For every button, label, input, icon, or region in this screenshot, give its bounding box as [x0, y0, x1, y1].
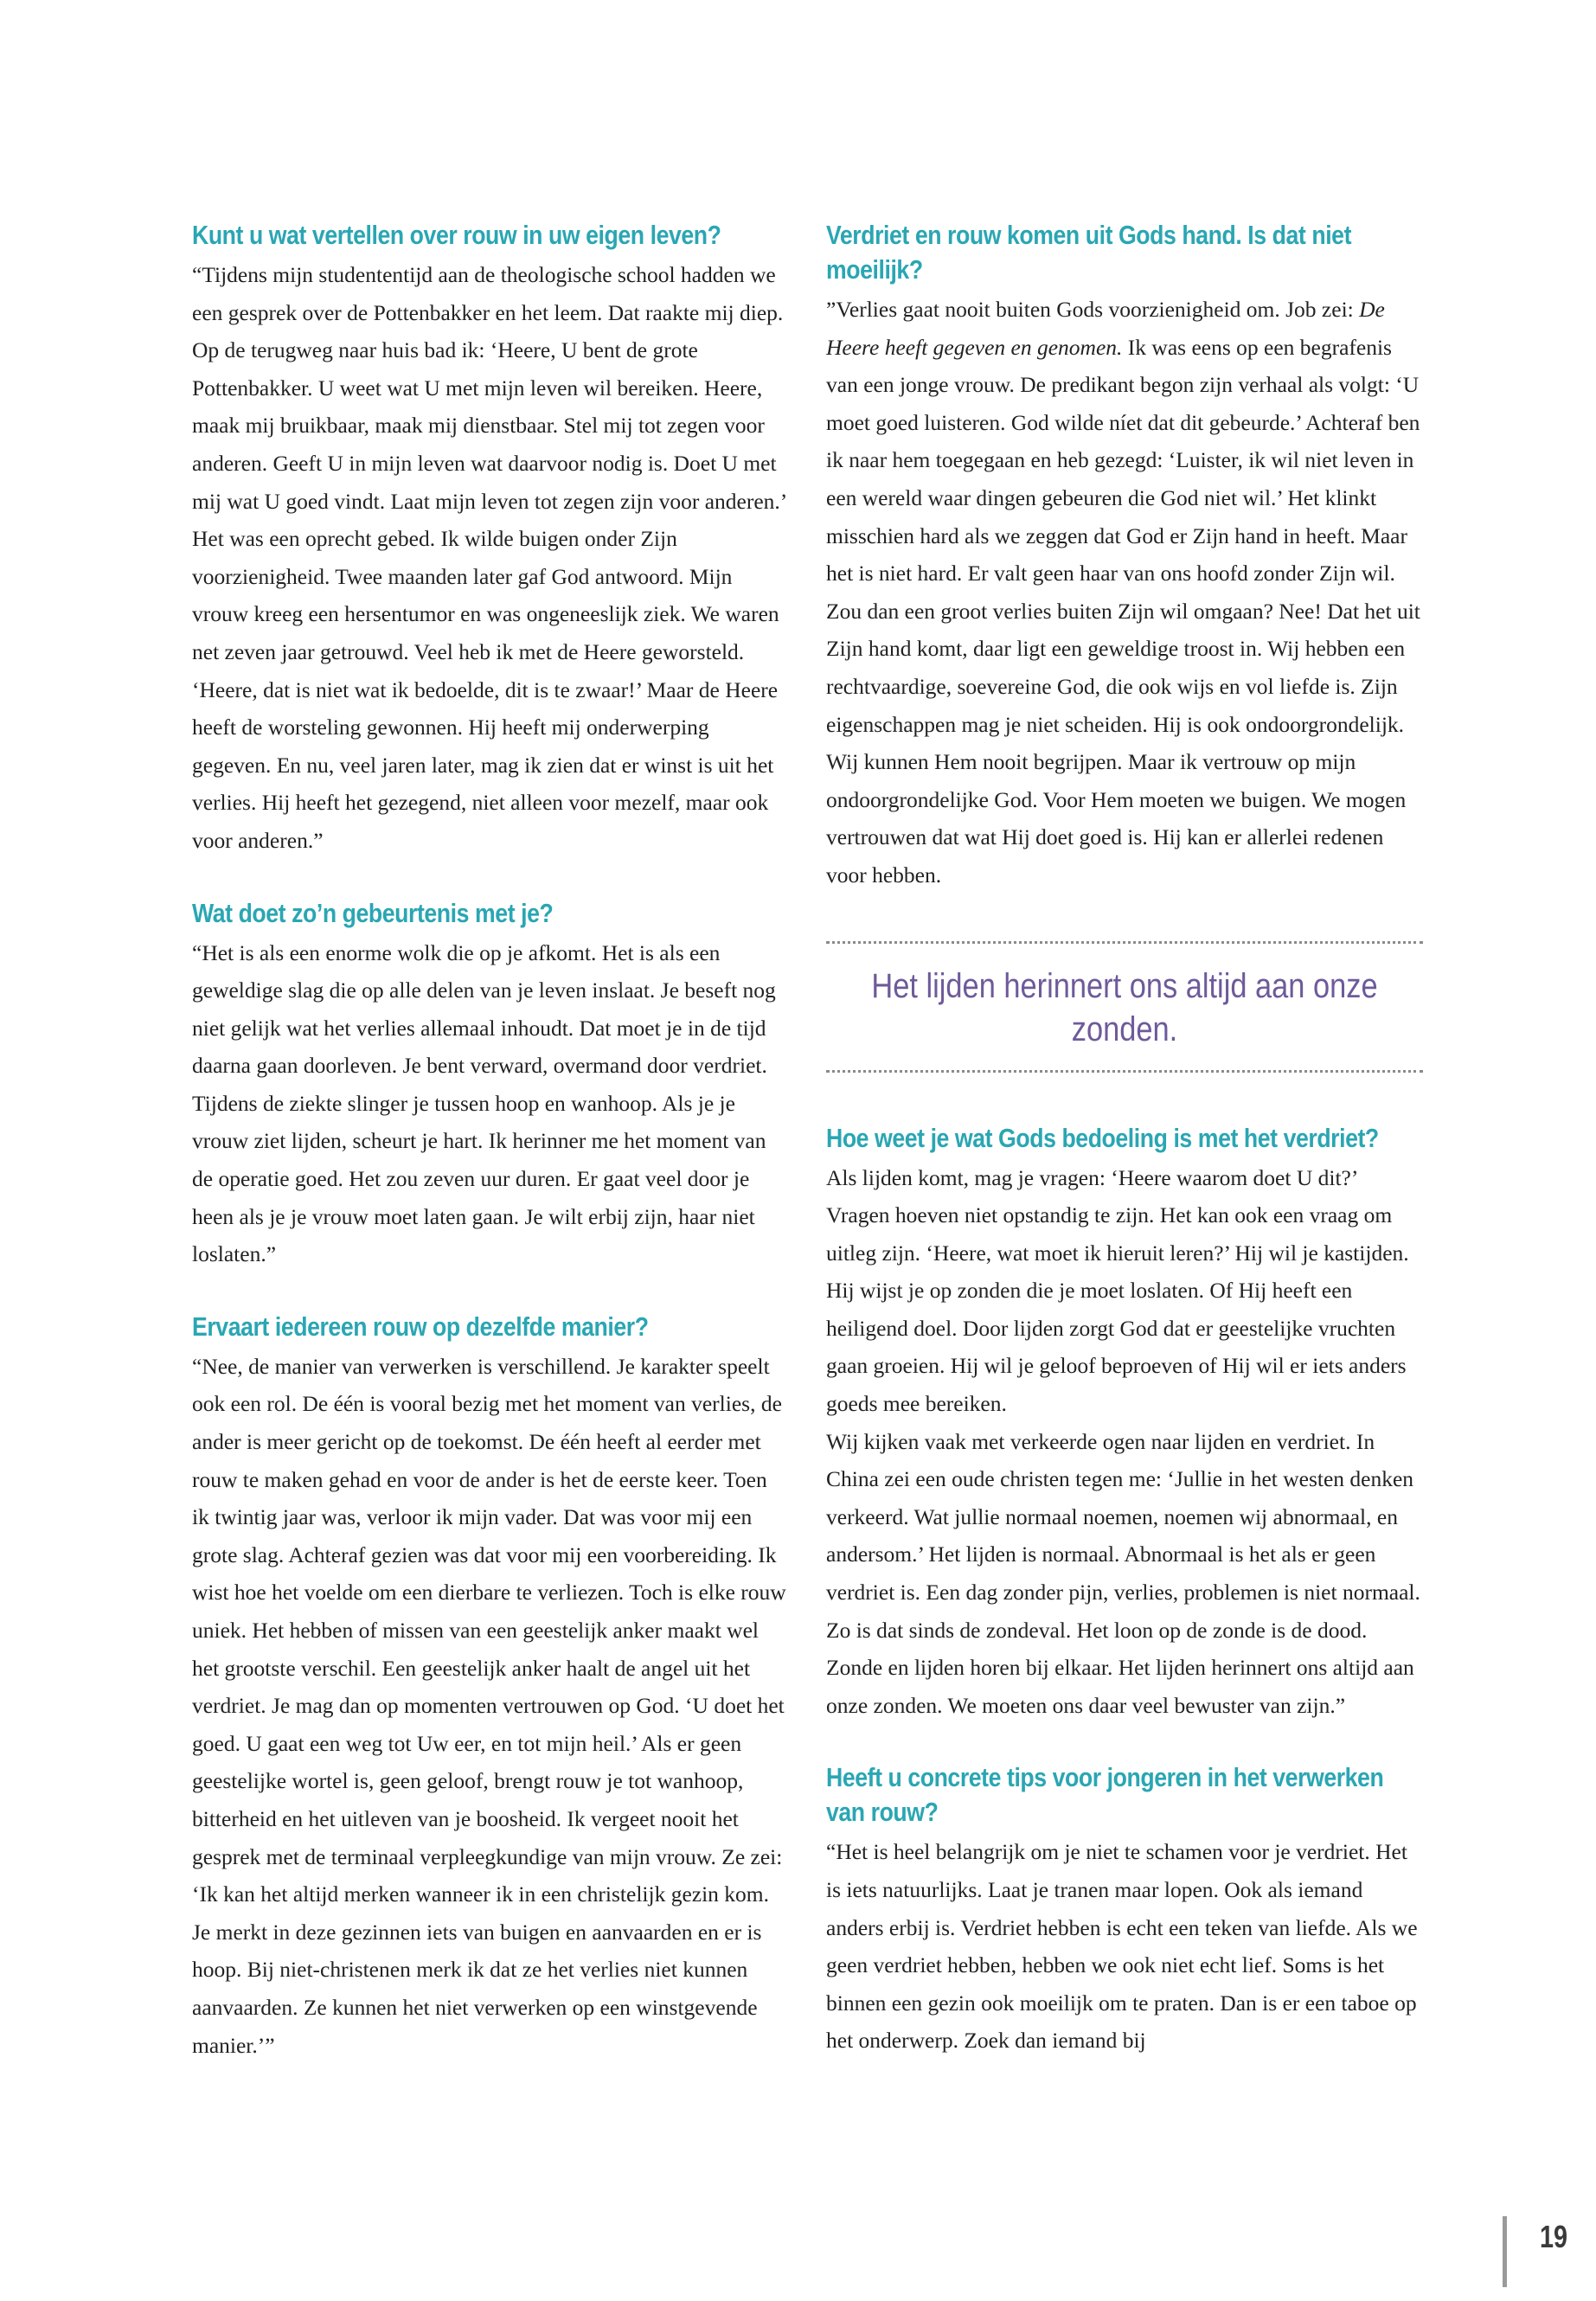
- question-heading: Hoe weet je wat Gods bedoeling is met het verdriet?: [826, 1122, 1379, 1153]
- answer-paragraph: [826, 291, 1423, 894]
- answer-paragraph: “Tijdens mijn studententijd aan de theologische school hadden we een gesprek over de Pottenbakker en het leem. Dat raakte mij diep. Op de terugweg naar huis bad ik: ‘Heere, U bent de grote Pottenbakker. U weet wat U met mijn leven wil bereiken. Heere, maak mij bruikbaar, maak mij dienstbaar. Stel mij tot zegen voor anderen. Geeft U in mijn leven wat daarvoor nodig is. Doet U met mij wat U goed vindt. Laat mijn leven tot zegen zijn voor anderen.’ Het was een oprecht gebed. Ik wilde buigen onder Zijn voorzienigheid. Twee maanden later gaf God antwoord. Mijn vrouw kreeg een hersentumor en was ongeneeslijk ziek. We waren net zeven jaar getrouwd. Veel heb ik met de Heere geworsteld. ‘Heere, dat is niet wat ik bedoelde, dit is te zwaar!’ Maar de Heere heeft de worsteling gewonnen. Hij heeft mij onderwerping gegeven. En nu, veel jaren later, mag ik zien dat er winst is uit het verlies. Hij heeft het gezegend, niet alleen voor mezelf, maar ook voor anderen.”: [192, 262, 786, 853]
- page-number-rule: [1503, 2216, 1507, 2287]
- question-heading: Kunt u wat vertellen over rouw in uw eigen leven?: [192, 220, 721, 250]
- pull-quote-box: [826, 941, 1423, 1073]
- answer-paragraph: “Nee, de manier van verwerken is verschillend. Je karakter speelt ook een rol. De één is vooral bezig met het moment van verlies, de ander is meer gericht op de toekomst. De één heeft al eerder met rouw te maken gehad en voor de ander is het de eerste keer. Toen ik twintig jaar was, verloor ik mijn vader. Dat was voor mij een grote slag. Achteraf gezien was dat voor mij een voorbereiding. Ik wist hoe het voelde om een dierbare te verliezen. Toch is elke rouw uniek. Het hebben of missen van een geestelijk anker maakt wel het grootste verschil. Een geestelijk anker haalt de angel uit het verdriet. Je mag dan op momenten vertrouwen op God. ‘U doet het goed. U gaat een weg tot Uw eer, en tot mijn heil.’ Als er geen geestelijke wortel is, geen geloof, brengt rouw je tot wanhoop, bitterheid en het uitleven van je boosheid. Ik vergeet nooit het gesprek met de terminaal verpleegkundige van mijn vrouw. Ze zei: ‘Ik kan het altijd merken wanneer ik in een christelijk gezin kom. Je merkt in deze gezinnen iets van buigen en aanvaarden en er is hoop. Bij niet-christenen merk ik dat ze het verlies niet kunnen aanvaarden. Ze kunnen het niet verwerken op een winstgevende manier.’”: [192, 1353, 786, 2058]
- answer-paragraph: Wij kijken vaak met verkeerde ogen naar lijden en verdriet. In China zei een oude christen tegen me: ‘Jullie in het westen denken verkeerd. Wat jullie normaal noemen, noemen wij abnormaal, en andersom.’ Het lijden is normaal. Abnormaal is het als er geen verdriet is. Een dag zonder pijn, verlies, problemen is niet normaal. Zo is dat sinds de zondeval. Het loon op de zonde is de dood. Zonde en lijden horen bij elkaar. Het lijden herinnert ons altijd aan onze zonden. We moeten ons daar veel bewuster van zijn.”: [826, 1428, 1420, 1718]
- question-heading: Ervaart iedereen rouw op dezelfde manier?: [192, 1311, 649, 1342]
- answer-paragraph: “Het is als een enorme wolk die op je afkomt. Het is als een geweldige slag die op alle delen van je leven inslaat. Je beseft nog niet gelijk wat het verlies allemaal inhoudt. Dat moet je in de tijd daarna gaan doorleven. Je bent verward, overmand door verdriet. Tijdens de ziekte slinger je tussen hoop en wanhoop. Als je je vrouw ziet lijden, scheurt je hart. Ik herinner me het moment van de operatie goed. Het zou zeven uur duren. Er gaat veel door je heen als je je vrouw moet laten gaan. Je wilt erbij zijn, haar niet loslaten.”: [192, 939, 776, 1267]
- right-column: [826, 218, 1423, 2060]
- page-number: 19: [1539, 2219, 1567, 2254]
- answer-paragraph: Als lijden komt, mag je vragen: ‘Heere waarom doet U dit?’ Vragen hoeven niet opstandig te zijn. Het kan ook een vraag om uitleg zijn. ‘Heere, wat moet ik hieruit leren?’ Hij wil je kastijden. Hij wijst je op zonden die je moet loslaten. Of Hij heeft een heiligend doel. Door lijden zorgt God dat er geestelijke vruchten gaan groeien. Hij wil je geloof beproeven of Hij wil er iets anders goeds mee bereiken.: [826, 1164, 1409, 1417]
- answer-text: ”Verlies gaat nooit buiten Gods voorzienigheid om. Job zei:: [826, 297, 1360, 322]
- dotted-divider: [826, 941, 1423, 944]
- left-column: [192, 218, 789, 2064]
- scripture-quote: De Heere heeft gegeven en genomen.: [826, 297, 1385, 360]
- question-heading: Heeft u concrete tips voor jongeren in het verwerken van rouw?: [826, 1762, 1384, 1828]
- question-heading: Verdriet en rouw komen uit Gods hand. Is dat niet moeilijk?: [826, 220, 1352, 285]
- answer-text: Ik was eens op een begrafenis van een jonge vrouw. De predikant begon zijn verhaal als volgt: ‘U moet goed luisteren. God wilde níet dat dit gebeurde.’ Achteraf ben ik naar hem toegegaan en heb gezegd: ‘Luister, ik wil niet leven in een wereld waar dingen gebeuren die God niet wil.’ Het klinkt misschien hard als we zeggen dat God er Zijn hand in heeft. Maar het is niet hard. Er valt geen haar van ons hoofd zonder Zijn wil. Zou dan een groot verlies buiten Zijn wil omgaan? Nee! Dat het uit Zijn hand komt, daar ligt een geweldige troost in. Wij hebben een rechtvaardige, soevereine God, die ook wijs en vol liefde is. Zijn eigenschappen mag je niet scheiden. Hij is ook ondoorgrondelijk. Wij kunnen Hem nooit begrijpen. Maar ik vertrouw op mijn ondoorgrondelijke God. Voor Hem moeten we buigen. We mogen vertrouwen dat wat Hij doet goed is. Hij kan er allerlei redenen voor hebben.: [826, 334, 1420, 888]
- answer-paragraph: “Het is heel belangrijk om je niet te schamen voor je verdriet. Het is iets natuurlijks. Laat je tranen maar lopen. Ook als iemand anders erbij is. Verdriet hebben is echt een teken van liefde. Als we geen verdriet hebben, hebben we ook niet echt lief. Soms is het binnen een gezin ook moeilijk om te praten. Dan is er een taboe op het onderwerp. Zoek dan iemand bij: [826, 1839, 1418, 2054]
- pull-quote: Het lijden herinnert ons altijd aan onze zonden.: [871, 966, 1378, 1048]
- question-heading: Wat doet zo’n gebeurtenis met je?: [192, 897, 554, 928]
- dotted-divider: [826, 1070, 1423, 1073]
